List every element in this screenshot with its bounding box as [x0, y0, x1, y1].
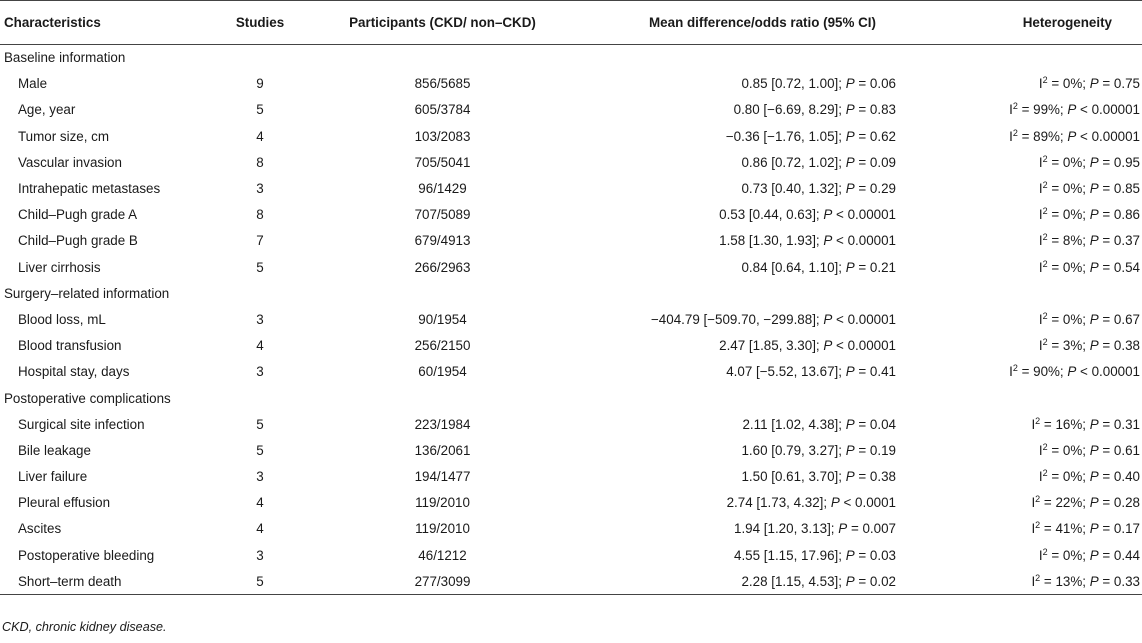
characteristic-name: Hospital stay, days [18, 364, 130, 380]
heterogeneity-p-value: = 0.40 [1102, 469, 1140, 485]
table-row [0, 175, 1142, 201]
heterogeneity-cell [960, 359, 1142, 385]
p-symbol: P [1089, 154, 1099, 170]
heterogeneity-p-value: = 0.17 [1102, 521, 1140, 537]
studies-count: 5 [256, 259, 264, 275]
effect-ci: 2.28 [1.15, 4.53]; [741, 573, 842, 589]
heterogeneity-cell [960, 228, 1142, 254]
effect-cell [565, 333, 960, 359]
effect-p-value: < 0.0001 [843, 495, 896, 511]
i-symbol: I [1031, 521, 1036, 537]
characteristic-name: Liver cirrhosis [18, 259, 101, 275]
studies-count: 3 [256, 547, 264, 563]
table-row [0, 228, 1142, 254]
heterogeneity-p-value: < 0.00001 [1080, 102, 1140, 118]
i-exponent: 2 [1035, 520, 1041, 531]
effect-cell [565, 123, 960, 149]
effect-ci: 1.58 [1.30, 1.93]; [719, 233, 820, 249]
effect-ci: −404.79 [−509.70, −299.88]; [650, 311, 820, 327]
p-symbol: P [838, 521, 848, 537]
i2-value: = 3%; [1051, 338, 1086, 354]
i-exponent: 2 [1042, 310, 1048, 321]
p-symbol: P [845, 547, 855, 563]
p-symbol: P [1089, 181, 1099, 197]
heterogeneity-p-value: < 0.00001 [1080, 364, 1140, 380]
p-symbol: P [1089, 207, 1099, 223]
effect-cell [565, 568, 960, 594]
i2-value: = 0%; [1051, 207, 1086, 223]
p-symbol: P [1089, 233, 1099, 249]
effect-cell [565, 411, 960, 437]
heterogeneity-cell [960, 437, 1142, 463]
effect-ci: 2.47 [1.85, 3.30]; [719, 338, 820, 354]
effect-p-value: = 0.04 [858, 416, 896, 432]
p-symbol: P [1089, 547, 1099, 563]
effect-cell [565, 71, 960, 97]
characteristic-name: Postoperative bleeding [18, 547, 155, 563]
i2-value: = 16%; [1043, 416, 1086, 432]
heterogeneity-cell [960, 175, 1142, 201]
effect-cell [565, 175, 960, 201]
effect-p-value: = 0.83 [858, 102, 896, 118]
heterogeneity-p-value: = 0.28 [1102, 495, 1140, 511]
effect-ci: 0.80 [−6.69, 8.29]; [733, 102, 842, 118]
i-symbol: I [1009, 128, 1013, 144]
characteristic-name: Blood transfusion [18, 338, 122, 354]
i-exponent: 2 [1012, 363, 1018, 374]
table-row [0, 306, 1142, 332]
heterogeneity-p-value: < 0.00001 [1080, 128, 1140, 144]
characteristic-name: Child–Pugh grade B [18, 233, 138, 249]
effect-p-value: = 0.02 [858, 573, 896, 589]
i2-value: = 90%; [1021, 364, 1064, 380]
heterogeneity-cell [960, 490, 1142, 516]
table-row [0, 254, 1142, 280]
i-exponent: 2 [1042, 546, 1048, 557]
effect-cell [565, 464, 960, 490]
i-exponent: 2 [1035, 415, 1041, 426]
section-title: Surgery–related information [4, 285, 170, 301]
heterogeneity-cell [960, 542, 1142, 568]
heterogeneity-cell [960, 306, 1142, 332]
p-symbol: P [1089, 521, 1099, 537]
effect-cell [565, 149, 960, 175]
i2-value: = 0%; [1051, 154, 1086, 170]
effect-cell [565, 306, 960, 332]
p-symbol: P [823, 207, 833, 223]
p-symbol: P [845, 573, 855, 589]
i-exponent: 2 [1042, 153, 1048, 164]
table-row [0, 333, 1142, 359]
i2-value: = 13%; [1043, 573, 1086, 589]
effect-ci: 0.85 [0.72, 1.00]; [741, 76, 842, 92]
heterogeneity-p-value: = 0.75 [1102, 76, 1140, 92]
i-exponent: 2 [1042, 75, 1048, 86]
participants-value: 705/5041 [414, 154, 471, 170]
participants-value: 90/1954 [418, 311, 467, 327]
characteristic-name: Male [18, 76, 48, 92]
studies-count: 7 [256, 233, 264, 249]
effect-cell [565, 516, 960, 542]
heterogeneity-p-value: = 0.54 [1102, 259, 1140, 275]
effect-p-value: = 0.007 [850, 521, 896, 537]
section-title: Postoperative complications [4, 390, 171, 406]
effect-ci: 0.53 [0.44, 0.63]; [719, 207, 820, 223]
participants-value: 277/3099 [320, 568, 565, 594]
p-symbol: P [1067, 128, 1077, 144]
effect-cell [565, 490, 960, 516]
characteristic-name: Tumor size, cm [18, 128, 110, 144]
i-symbol: I [1038, 442, 1043, 458]
heterogeneity-p-value: = 0.86 [1102, 207, 1140, 223]
i-symbol: I [1038, 233, 1043, 249]
effect-ci: 0.73 [0.40, 1.32]; [741, 181, 842, 197]
participants-value: 707/5089 [414, 207, 471, 223]
i-symbol: I [1031, 416, 1036, 432]
effect-p-value: = 0.21 [858, 259, 896, 275]
i2-value: = 0%; [1051, 311, 1086, 327]
characteristic-name: Age, year [18, 102, 76, 118]
participants-value: 256/2150 [414, 338, 471, 354]
heterogeneity-cell [960, 568, 1142, 594]
effect-p-value: < 0.00001 [836, 338, 896, 354]
effect-cell [565, 228, 960, 254]
p-symbol: P [845, 469, 855, 485]
table-row [0, 71, 1142, 97]
table-row [0, 464, 1142, 490]
p-symbol: P [1089, 442, 1099, 458]
p-symbol: P [845, 181, 855, 197]
effect-cell [565, 437, 960, 463]
effect-ci: 2.11 [1.02, 4.38]; [742, 416, 842, 432]
p-symbol: P [830, 495, 840, 511]
participants-value: 136/2061 [414, 442, 471, 458]
heterogeneity-cell [960, 254, 1142, 280]
heterogeneity-p-value: = 0.37 [1102, 233, 1140, 249]
effect-p-value: < 0.00001 [836, 207, 896, 223]
p-symbol: P [1089, 259, 1099, 275]
p-symbol: P [845, 364, 855, 380]
effect-ci: 4.55 [1.15, 17.96]; [734, 547, 842, 563]
table-row [0, 359, 1142, 385]
effect-p-value: = 0.29 [858, 181, 896, 197]
studies-count: 9 [256, 76, 264, 92]
table-row [0, 568, 1142, 594]
effect-p-value: = 0.19 [858, 442, 896, 458]
participants-value: 103/2083 [414, 128, 471, 144]
characteristic-name: Surgical site infection [18, 416, 145, 432]
effect-cell [565, 202, 960, 228]
studies-count: 4 [256, 338, 264, 354]
i-symbol: I [1038, 469, 1043, 485]
p-symbol: P [1089, 311, 1099, 327]
p-symbol: P [845, 154, 855, 170]
studies-count: 5 [256, 102, 264, 118]
i2-value: = 0%; [1051, 442, 1086, 458]
characteristic-name: Intrahepatic metastases [18, 181, 161, 197]
i-symbol: I [1038, 311, 1043, 327]
i2-value: = 8%; [1051, 233, 1086, 249]
effect-p-value: = 0.38 [858, 469, 896, 485]
table-row [0, 97, 1142, 123]
header-heterogeneity: Heterogeneity [960, 1, 1142, 45]
participants-value: 46/1212 [418, 547, 467, 563]
p-symbol: P [845, 128, 855, 144]
header-row [0, 1, 1142, 45]
effect-p-value: = 0.09 [858, 154, 896, 170]
characteristic-name: Blood loss, mL [18, 311, 106, 327]
p-symbol: P [823, 233, 833, 249]
i2-value: = 99%; [1021, 102, 1064, 118]
heterogeneity-p-value: = 0.38 [1102, 338, 1140, 354]
p-symbol: P [823, 311, 833, 327]
effect-p-value: = 0.62 [858, 128, 896, 144]
heterogeneity-p-value: = 0.67 [1102, 311, 1140, 327]
i-symbol: I [1009, 364, 1013, 380]
studies-count: 5 [256, 442, 264, 458]
i-exponent: 2 [1042, 468, 1048, 479]
i2-value: = 0%; [1051, 181, 1086, 197]
heterogeneity-cell [960, 411, 1142, 437]
section-row [0, 45, 1142, 71]
characteristic-name: Child–Pugh grade A [18, 207, 138, 223]
heterogeneity-p-value: = 0.61 [1102, 442, 1140, 458]
characteristic-name: Ascites [18, 521, 62, 537]
section-row [0, 385, 1142, 411]
i2-value: = 89%; [1021, 128, 1064, 144]
p-symbol: P [1089, 573, 1099, 589]
p-symbol: P [823, 338, 833, 354]
i-symbol: I [1009, 102, 1013, 118]
p-symbol: P [845, 416, 855, 432]
effect-cell [565, 254, 960, 280]
section-row [0, 280, 1142, 306]
table-body [0, 45, 1142, 595]
characteristic-name: Bile leakage [18, 442, 91, 458]
i-symbol: I [1038, 76, 1043, 92]
i-exponent: 2 [1042, 258, 1048, 269]
i-symbol: I [1031, 495, 1036, 511]
participants-value: 856/5685 [414, 76, 471, 92]
studies-count: 4 [256, 521, 264, 537]
table-row [0, 202, 1142, 228]
p-symbol: P [845, 102, 855, 118]
studies-count: 4 [256, 128, 264, 144]
characteristic-name: Pleural effusion [18, 495, 111, 511]
p-symbol: P [845, 259, 855, 275]
p-symbol: P [1089, 338, 1099, 354]
studies-count: 3 [256, 469, 264, 485]
i2-value: = 41%; [1043, 521, 1086, 537]
i-exponent: 2 [1042, 180, 1048, 191]
heterogeneity-p-value: = 0.44 [1102, 547, 1140, 563]
i2-value: = 0%; [1051, 469, 1086, 485]
effect-p-value: = 0.41 [858, 364, 896, 380]
participants-value: 266/2963 [414, 259, 471, 275]
table-row [0, 542, 1142, 568]
heterogeneity-cell [960, 97, 1142, 123]
p-symbol: P [1089, 495, 1099, 511]
heterogeneity-cell [960, 516, 1142, 542]
studies-count: 3 [256, 364, 264, 380]
studies-count: 5 [256, 416, 264, 432]
i2-value: = 0%; [1051, 76, 1086, 92]
participants-value: 605/3784 [414, 102, 471, 118]
i2-value: = 22%; [1043, 495, 1086, 511]
heterogeneity-p-value: = 0.33 [1102, 573, 1140, 589]
studies-count: 5 [200, 568, 320, 594]
effect-p-value: < 0.00001 [836, 311, 896, 327]
i2-value: = 0%; [1051, 547, 1086, 563]
p-symbol: P [1089, 469, 1099, 485]
table-footnote: CKD, chronic kidney disease. [2, 620, 167, 634]
i-symbol: I [1038, 259, 1043, 275]
effect-cell [565, 359, 960, 385]
heterogeneity-cell [960, 202, 1142, 228]
heterogeneity-cell [960, 333, 1142, 359]
i-symbol: I [1031, 573, 1036, 589]
studies-count: 8 [256, 154, 264, 170]
table-row [0, 411, 1142, 437]
heterogeneity-cell [960, 149, 1142, 175]
p-symbol: P [845, 76, 855, 92]
section-title: Baseline information [4, 50, 126, 66]
effect-ci: 1.50 [0.61, 3.70]; [741, 469, 842, 485]
i-symbol: I [1038, 154, 1043, 170]
characteristic-name: Short–term death [0, 568, 200, 594]
studies-count: 3 [256, 311, 264, 327]
table-row [0, 516, 1142, 542]
table-row [0, 490, 1142, 516]
effect-ci: 2.74 [1.73, 4.32]; [726, 495, 828, 511]
effect-p-value: = 0.06 [858, 76, 896, 92]
i-exponent: 2 [1042, 232, 1048, 243]
participants-value: 223/1984 [414, 416, 471, 432]
p-symbol: P [1067, 102, 1077, 118]
i2-value: = 0%; [1051, 259, 1086, 275]
table-header [0, 1, 1142, 45]
i-exponent: 2 [1012, 127, 1018, 138]
characteristic-name: Vascular invasion [18, 154, 122, 170]
i-symbol: I [1038, 207, 1043, 223]
participants-value: 679/4913 [414, 233, 471, 249]
i-exponent: 2 [1042, 206, 1048, 217]
i-exponent: 2 [1012, 101, 1018, 112]
table-row [0, 149, 1142, 175]
table-row [0, 437, 1142, 463]
i-symbol: I [1038, 547, 1043, 563]
heterogeneity-cell [960, 123, 1142, 149]
p-symbol: P [1067, 364, 1077, 380]
effect-cell [565, 542, 960, 568]
effect-ci: 1.60 [0.79, 3.27]; [741, 442, 842, 458]
i-exponent: 2 [1042, 337, 1048, 348]
p-symbol: P [845, 442, 855, 458]
heterogeneity-p-value: = 0.95 [1102, 154, 1140, 170]
i-exponent: 2 [1035, 572, 1041, 583]
characteristic-name: Liver failure [18, 469, 88, 485]
header-studies: Studies [200, 1, 320, 45]
heterogeneity-cell [960, 464, 1142, 490]
i-symbol: I [1038, 338, 1043, 354]
heterogeneity-cell [960, 71, 1142, 97]
heterogeneity-p-value: = 0.31 [1102, 416, 1140, 432]
table-row [0, 123, 1142, 149]
participants-value: 60/1954 [418, 364, 467, 380]
effect-ci: 1.94 [1.20, 3.13]; [734, 521, 835, 537]
heterogeneity-p-value: = 0.85 [1102, 181, 1140, 197]
header-effect: Mean difference/odds ratio (95% CI) [565, 1, 960, 45]
header-characteristics: Characteristics [0, 1, 200, 45]
studies-count: 3 [256, 181, 264, 197]
i-symbol: I [1038, 181, 1043, 197]
effect-p-value: < 0.00001 [836, 233, 896, 249]
i-exponent: 2 [1035, 494, 1041, 505]
effect-ci: 0.84 [0.64, 1.10]; [741, 259, 842, 275]
effect-cell [565, 97, 960, 123]
effect-ci: 4.07 [−5.52, 13.67]; [726, 364, 842, 380]
studies-count: 4 [256, 495, 264, 511]
participants-value: 194/1477 [414, 469, 471, 485]
header-participants: Participants (CKD/ non–CKD) [320, 1, 565, 45]
p-symbol: P [1089, 76, 1099, 92]
i-exponent: 2 [1042, 441, 1048, 452]
participants-value: 96/1429 [418, 181, 467, 197]
participants-value: 119/2010 [415, 495, 470, 511]
studies-count: 8 [256, 207, 264, 223]
effect-ci: −0.36 [−1.76, 1.05]; [725, 128, 842, 144]
effect-p-value: = 0.03 [858, 547, 896, 563]
p-symbol: P [1089, 416, 1099, 432]
effect-ci: 0.86 [0.72, 1.02]; [741, 154, 842, 170]
participants-value: 119/2010 [415, 521, 470, 537]
